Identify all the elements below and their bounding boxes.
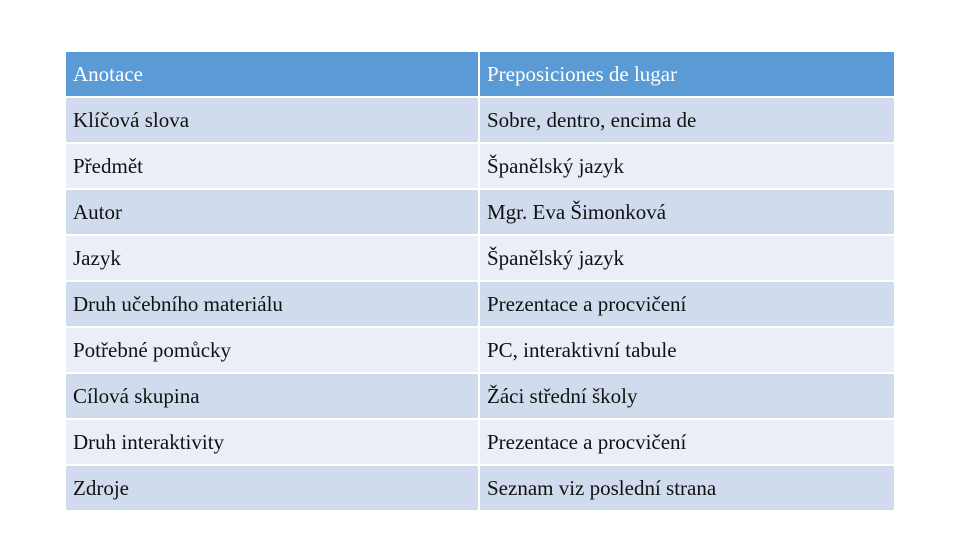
table-header-cell: Preposiciones de lugar <box>478 52 894 96</box>
table-cell-value: Mgr. Eva Šimonková <box>478 190 894 234</box>
table-cell-value: Prezentace a procvičení <box>478 420 894 464</box>
table-cell-label: Zdroje <box>66 466 478 510</box>
table-cell-value: Prezentace a procvičení <box>478 282 894 326</box>
table-cell-label: Potřebné pomůcky <box>66 328 478 372</box>
table-cell-value: Seznam viz poslední strana <box>478 466 894 510</box>
table-cell-value: Sobre, dentro, encima de <box>478 98 894 142</box>
table-cell-label: Jazyk <box>66 236 478 280</box>
table-cell-value: Žáci střední školy <box>478 374 894 418</box>
table-cell-value: Španělský jazyk <box>478 144 894 188</box>
table-cell-label: Druh učebního materiálu <box>66 282 478 326</box>
table-cell-label: Autor <box>66 190 478 234</box>
table-cell-label: Předmět <box>66 144 478 188</box>
annotation-table <box>66 52 894 510</box>
table-header-cell: Anotace <box>66 52 478 96</box>
table-cell-value: Španělský jazyk <box>478 236 894 280</box>
table-cell-label: Cílová skupina <box>66 374 478 418</box>
table-cell-value: PC, interaktivní tabule <box>478 328 894 372</box>
table-cell-label: Klíčová slova <box>66 98 478 142</box>
table-cell-label: Druh interaktivity <box>66 420 478 464</box>
